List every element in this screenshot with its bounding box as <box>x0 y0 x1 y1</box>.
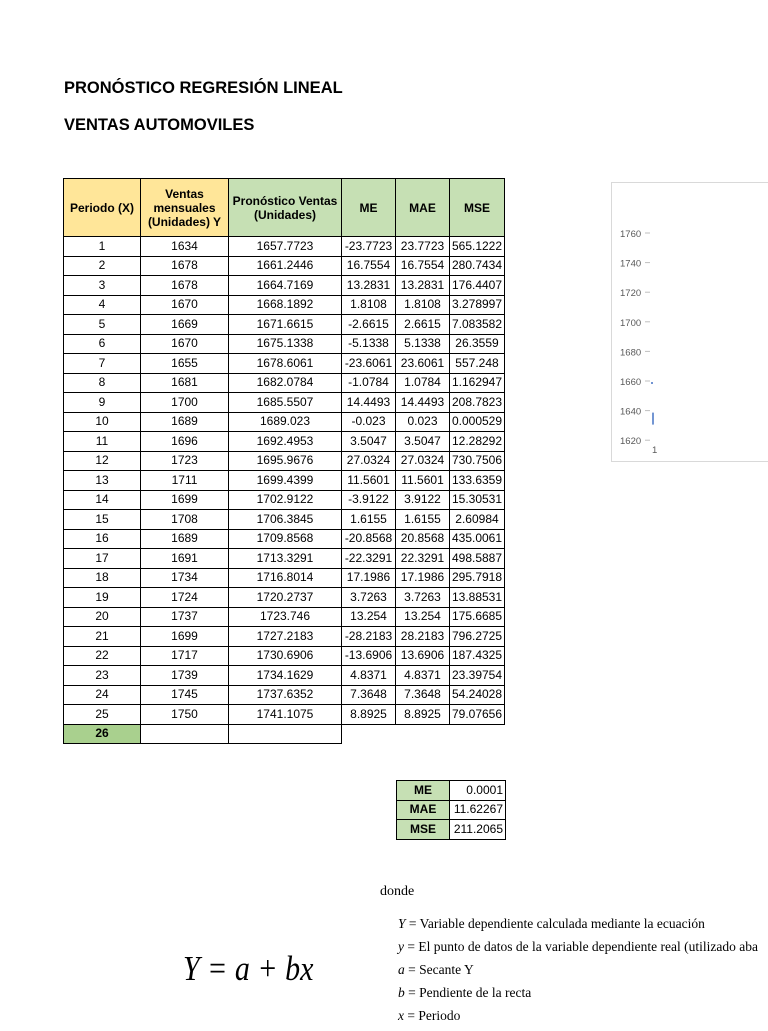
summary-table <box>396 780 506 840</box>
cell-periodo: 19 <box>64 588 141 608</box>
y-tick-label: 1700 <box>620 317 642 329</box>
cell-pronostico-empty <box>229 724 342 744</box>
chart-svg <box>612 183 768 461</box>
y-tick-label: 1620 <box>620 436 642 448</box>
cell-pronostico: 1737.6352 <box>229 685 342 705</box>
definition-symbol: a <box>398 962 405 977</box>
cell-me: -1.0784 <box>342 373 396 393</box>
table-row <box>64 334 505 354</box>
cell-ventas: 1699 <box>141 490 229 510</box>
table-row <box>64 510 505 530</box>
cell-me: 16.7554 <box>342 256 396 276</box>
cell-me: 13.254 <box>342 607 396 627</box>
cell-periodo: 25 <box>64 705 141 725</box>
cell-empty <box>342 724 396 744</box>
table-row <box>64 276 505 296</box>
cell-mse: 79.07656 <box>450 705 505 725</box>
summary-row <box>397 800 506 820</box>
cell-mae: 17.1986 <box>396 568 450 588</box>
cell-mae: 14.4493 <box>396 393 450 413</box>
cell-ventas: 1681 <box>141 373 229 393</box>
cell-mse: 1.162947 <box>450 373 505 393</box>
definition-item <box>398 962 758 985</box>
cell-ventas: 1699 <box>141 627 229 647</box>
table-row <box>64 295 505 315</box>
cell-mse: 208.7823 <box>450 393 505 413</box>
cell-ventas: 1711 <box>141 471 229 491</box>
cell-periodo: 11 <box>64 432 141 452</box>
table-row <box>64 256 505 276</box>
cell-ventas: 1669 <box>141 315 229 335</box>
cell-periodo: 5 <box>64 315 141 335</box>
donde-label: donde <box>380 884 415 899</box>
cell-mse: 565.1222 <box>450 237 505 257</box>
cell-ventas: 1750 <box>141 705 229 725</box>
cell-periodo: 23 <box>64 666 141 686</box>
cell-pronostico: 1730.6906 <box>229 646 342 666</box>
cell-mse: 12.28292 <box>450 432 505 452</box>
cell-periodo: 16 <box>64 529 141 549</box>
cell-me: 7.3648 <box>342 685 396 705</box>
cell-ventas: 1708 <box>141 510 229 530</box>
cell-mae: 5.1338 <box>396 334 450 354</box>
cell-pronostico: 1689.023 <box>229 412 342 432</box>
cell-empty <box>396 724 450 744</box>
cell-mae: 1.6155 <box>396 510 450 530</box>
cell-pronostico: 1692.4953 <box>229 432 342 452</box>
table-row <box>64 705 505 725</box>
cell-mae: 8.8925 <box>396 705 450 725</box>
cell-mse: 7.083582 <box>450 315 505 335</box>
table-row <box>64 354 505 374</box>
cell-mae: 4.8371 <box>396 666 450 686</box>
table-row <box>64 490 505 510</box>
cell-pronostico: 1661.2446 <box>229 256 342 276</box>
summary-value-me: 0.0001 <box>450 781 506 801</box>
cell-periodo: 12 <box>64 451 141 471</box>
cell-pronostico: 1741.1075 <box>229 705 342 725</box>
cell-mse: 435.0061 <box>450 529 505 549</box>
cell-ventas: 1655 <box>141 354 229 374</box>
cell-ventas: 1678 <box>141 256 229 276</box>
cell-pronostico: 1657.7723 <box>229 237 342 257</box>
cell-periodo: 24 <box>64 685 141 705</box>
cell-periodo: 15 <box>64 510 141 530</box>
cell-periodo: 2 <box>64 256 141 276</box>
cell-ventas: 1670 <box>141 334 229 354</box>
table-row <box>64 568 505 588</box>
header-periodo: Periodo (X) <box>64 179 141 237</box>
cell-me: -0.023 <box>342 412 396 432</box>
cell-mae: 20.8568 <box>396 529 450 549</box>
cell-pronostico: 1682.0784 <box>229 373 342 393</box>
table-row <box>64 471 505 491</box>
cell-me: -20.8568 <box>342 529 396 549</box>
cell-ventas: 1745 <box>141 685 229 705</box>
cell-mae: 3.9122 <box>396 490 450 510</box>
cell-ventas: 1737 <box>141 607 229 627</box>
page-subtitle: VENTAS AUTOMOVILES <box>64 116 255 134</box>
cell-mae: 28.2183 <box>396 627 450 647</box>
table-row <box>64 685 505 705</box>
cell-me: -3.9122 <box>342 490 396 510</box>
table-row <box>64 432 505 452</box>
cell-pronostico: 1720.2737 <box>229 588 342 608</box>
cell-mse: 175.6685 <box>450 607 505 627</box>
cell-periodo: 10 <box>64 412 141 432</box>
cell-periodo: 21 <box>64 627 141 647</box>
cell-me: 3.5047 <box>342 432 396 452</box>
table-row <box>64 646 505 666</box>
cell-ventas: 1696 <box>141 432 229 452</box>
cell-periodo: 6 <box>64 334 141 354</box>
cell-mae: 27.0324 <box>396 451 450 471</box>
cell-periodo: 13 <box>64 471 141 491</box>
forecast-table <box>63 178 505 744</box>
cell-pronostico: 1668.1892 <box>229 295 342 315</box>
cell-ventas: 1739 <box>141 666 229 686</box>
y-tick-label: 1640 <box>620 406 642 418</box>
definition-item <box>398 1008 758 1031</box>
definition-symbol: x <box>398 1008 404 1023</box>
table-row <box>64 315 505 335</box>
cell-ventas-empty <box>141 724 229 744</box>
cell-mae: 23.7723 <box>396 237 450 257</box>
cell-me: 4.8371 <box>342 666 396 686</box>
header-me: ME <box>342 179 396 237</box>
cell-ventas: 1678 <box>141 276 229 296</box>
cell-periodo: 14 <box>64 490 141 510</box>
cell-me: 13.2831 <box>342 276 396 296</box>
table-row <box>64 237 505 257</box>
cell-pronostico: 1695.9676 <box>229 451 342 471</box>
table-row <box>64 607 505 627</box>
cell-mae: 1.8108 <box>396 295 450 315</box>
y-tick-label: 1740 <box>620 258 642 270</box>
cell-ventas: 1634 <box>141 237 229 257</box>
cell-mse: 23.39754 <box>450 666 505 686</box>
cell-pronostico: 1675.1338 <box>229 334 342 354</box>
summary-label-mae: MAE <box>397 800 450 820</box>
summary-label-me: ME <box>397 781 450 801</box>
summary-value-mae: 11.62267 <box>450 800 506 820</box>
cell-me: -23.7723 <box>342 237 396 257</box>
summary-value-mse: 211.2065 <box>450 820 506 840</box>
cell-periodo: 8 <box>64 373 141 393</box>
cell-mae: 3.5047 <box>396 432 450 452</box>
cell-ventas: 1689 <box>141 529 229 549</box>
cell-mae: 3.7263 <box>396 588 450 608</box>
cell-pronostico: 1702.9122 <box>229 490 342 510</box>
definition-symbol: Y <box>398 916 406 931</box>
table-row-next-period <box>64 724 505 744</box>
cell-mae: 23.6061 <box>396 354 450 374</box>
cell-periodo: 4 <box>64 295 141 315</box>
cell-ventas: 1689 <box>141 412 229 432</box>
cell-periodo: 1 <box>64 237 141 257</box>
cell-pronostico: 1709.8568 <box>229 529 342 549</box>
cell-mse: 187.4325 <box>450 646 505 666</box>
cell-me: -23.6061 <box>342 354 396 374</box>
table-row <box>64 393 505 413</box>
cell-ventas: 1723 <box>141 451 229 471</box>
cell-mae: 2.6615 <box>396 315 450 335</box>
header-mae: MAE <box>396 179 450 237</box>
cell-mse: 2.60984 <box>450 510 505 530</box>
cell-mse: 13.88531 <box>450 588 505 608</box>
table-row <box>64 529 505 549</box>
y-tick-label: 1660 <box>620 377 642 388</box>
table-row <box>64 412 505 432</box>
table-row <box>64 627 505 647</box>
definition-symbol: y <box>398 939 404 954</box>
regression-formula: Y = a + bx <box>183 950 314 988</box>
cell-pronostico: 1706.3845 <box>229 510 342 530</box>
cell-me: 14.4493 <box>342 393 396 413</box>
x-tick-label: 1 <box>652 445 658 456</box>
cell-me: 27.0324 <box>342 451 396 471</box>
page-title: PRONÓSTICO REGRESIÓN LINEAL <box>64 79 343 97</box>
definitions-list <box>398 916 758 1031</box>
cell-ventas: 1734 <box>141 568 229 588</box>
table-row <box>64 549 505 569</box>
header-pronostico: Pronóstico Ventas (Unidades) <box>229 179 342 237</box>
y-tick-label: 1680 <box>620 347 642 359</box>
summary-label-mse: MSE <box>397 820 450 840</box>
y-tick-label: 1720 <box>620 288 642 300</box>
cell-periodo: 20 <box>64 607 141 627</box>
cell-mse: 3.278997 <box>450 295 505 315</box>
cell-periodo: 17 <box>64 549 141 569</box>
cell-me: 11.5601 <box>342 471 396 491</box>
cell-me: -2.6615 <box>342 315 396 335</box>
cell-mae: 1.0784 <box>396 373 450 393</box>
cell-mae: 13.2831 <box>396 276 450 296</box>
cell-mae: 13.6906 <box>396 646 450 666</box>
cell-mae: 13.254 <box>396 607 450 627</box>
cell-me: -5.1338 <box>342 334 396 354</box>
cell-mse: 730.7506 <box>450 451 505 471</box>
series-point <box>651 382 653 384</box>
table-row <box>64 666 505 686</box>
definition-item <box>398 985 758 1008</box>
definition-symbol: b <box>398 985 405 1000</box>
cell-me: -13.6906 <box>342 646 396 666</box>
table-row <box>64 373 505 393</box>
cell-me: 8.8925 <box>342 705 396 725</box>
cell-mae: 16.7554 <box>396 256 450 276</box>
cell-pronostico: 1699.4399 <box>229 471 342 491</box>
cell-mse: 176.4407 <box>450 276 505 296</box>
cell-mse: 54.24028 <box>450 685 505 705</box>
cell-pronostico: 1685.5507 <box>229 393 342 413</box>
definition-item <box>398 916 758 939</box>
cell-periodo: 18 <box>64 568 141 588</box>
table-row <box>64 588 505 608</box>
cell-mae: 0.023 <box>396 412 450 432</box>
definition-text: = Variable dependiente calculada mediante la ecuación <box>405 916 705 931</box>
cell-ventas: 1724 <box>141 588 229 608</box>
table-row <box>64 451 505 471</box>
chart-fragment <box>611 182 768 462</box>
cell-mae: 11.5601 <box>396 471 450 491</box>
cell-pronostico: 1723.746 <box>229 607 342 627</box>
cell-ventas: 1717 <box>141 646 229 666</box>
summary-row <box>397 781 506 801</box>
cell-ventas: 1691 <box>141 549 229 569</box>
cell-mae: 22.3291 <box>396 549 450 569</box>
definition-text: = Secante Y <box>404 962 474 977</box>
cell-me: 1.6155 <box>342 510 396 530</box>
cell-periodo: 22 <box>64 646 141 666</box>
cell-pronostico: 1716.8014 <box>229 568 342 588</box>
cell-mse: 26.3559 <box>450 334 505 354</box>
cell-pronostico: 1671.6615 <box>229 315 342 335</box>
cell-mse: 15.30531 <box>450 490 505 510</box>
cell-mse: 295.7918 <box>450 568 505 588</box>
cell-mse: 498.5887 <box>450 549 505 569</box>
cell-me: 17.1986 <box>342 568 396 588</box>
cell-mse: 133.6359 <box>450 471 505 491</box>
cell-me: -28.2183 <box>342 627 396 647</box>
cell-me: 3.7263 <box>342 588 396 608</box>
cell-periodo: 3 <box>64 276 141 296</box>
cell-periodo: 9 <box>64 393 141 413</box>
cell-empty <box>450 724 505 744</box>
cell-mse: 796.2725 <box>450 627 505 647</box>
cell-pronostico: 1713.3291 <box>229 549 342 569</box>
cell-me: -22.3291 <box>342 549 396 569</box>
cell-pronostico: 1664.7169 <box>229 276 342 296</box>
cell-ventas: 1700 <box>141 393 229 413</box>
definition-text: = Periodo <box>404 1008 461 1023</box>
header-ventas: Ventas mensuales (Unidades) Y <box>141 179 229 237</box>
summary-row <box>397 820 506 840</box>
cell-pronostico: 1678.6061 <box>229 354 342 374</box>
cell-mse: 557.248 <box>450 354 505 374</box>
y-tick-label: 1760 <box>620 229 642 240</box>
definition-text: = Pendiente de la recta <box>404 985 532 1000</box>
cell-me: 1.8108 <box>342 295 396 315</box>
cell-ventas: 1670 <box>141 295 229 315</box>
cell-pronostico: 1727.2183 <box>229 627 342 647</box>
cell-periodo: 7 <box>64 354 141 374</box>
table-header-row <box>64 179 505 237</box>
cell-mse: 280.7434 <box>450 256 505 276</box>
cell-mae: 7.3648 <box>396 685 450 705</box>
cell-pronostico: 1734.1629 <box>229 666 342 686</box>
header-mse: MSE <box>450 179 505 237</box>
definition-text: = El punto de datos de la variable dependiente real (utilizado aba <box>404 939 758 954</box>
definition-item <box>398 939 758 962</box>
cell-mse: 0.000529 <box>450 412 505 432</box>
cell-periodo-next: 26 <box>64 724 141 744</box>
